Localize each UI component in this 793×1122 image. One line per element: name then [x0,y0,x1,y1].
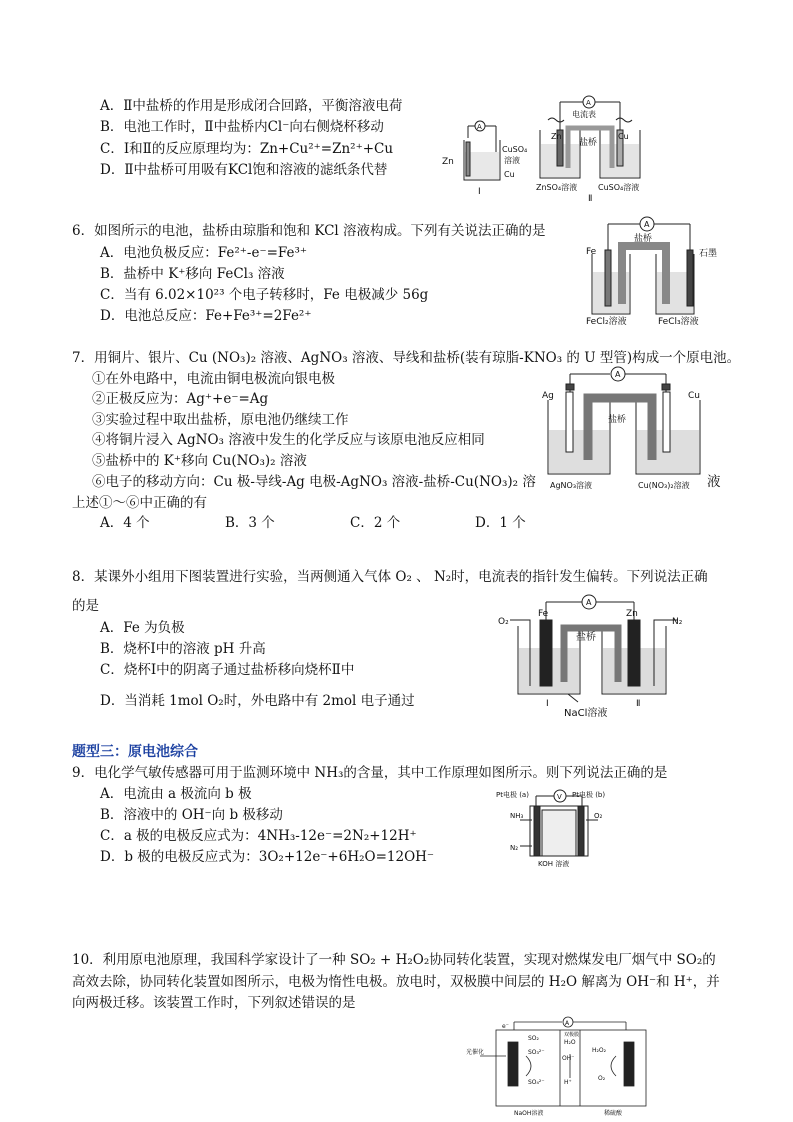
q5-meter-label: 电流表 [572,110,596,119]
q7-ag-label: Ag [542,391,554,401]
q8-option-d: D．当消耗 1mol O₂时，外电路中有 2mol 电子通过 [100,693,415,709]
q5-cell-1-label: Ⅰ [478,187,481,197]
q5-option-b: B．电池工作时，Ⅱ中盐桥内Cl⁻向右侧烧杯移动 [100,119,384,135]
q7-agno3-label: AgNO₃溶液 [550,481,593,490]
q6-graphite-label: 石墨 [699,249,718,259]
q5-figure [440,90,680,204]
q8-option-b: B．烧杯Ⅰ中的溶液 pH 升高 [100,641,266,657]
q7-conclusion: 上述①～⑥中正确的有 [72,495,207,511]
q5-option-a: A．Ⅱ中盐桥的作用是形成闭合回路，平衡溶液电荷 [100,98,403,114]
q5-ammeter-label: A [477,123,482,131]
q7-option-d: D．1 个 [475,515,526,531]
q9-option-b: B．溶液中的 OH⁻向 b 极移动 [100,807,283,823]
q7-figure [540,364,720,494]
q8-stem-2: 的是 [72,598,99,614]
q6-ammeter-label: A [644,220,650,229]
q7-ammeter-label: A [615,370,621,379]
q7-option-c: C．2 个 [350,515,401,531]
q10-so2-label: SO₂ [528,1035,539,1042]
q7-cu-label: Cu [688,391,700,401]
q9-pt-a-label: Pt电极 (a) [496,791,529,799]
q7-statement-6-tail: 液 [707,474,721,490]
q6-stem: 6．如图所示的电池，盐桥由琼脂和饱和 KCl 溶液构成。下列有关说法正确的是 [72,223,546,239]
q8-nacl-label: NaCl溶液 [564,708,608,719]
q7-option-a: A．4 个 [100,515,150,531]
q7-stem: 7．用铜片、银片、Cu (NO₃)₂ 溶液、AgNO₃ 溶液、导线和盐桥(装有琼脂-KNO₃ 的 U 型管)构成一个原电池。 [72,350,741,366]
q9-option-d: D．b 极的电极反应式为：3O₂+12e⁻+6H₂O=12OH⁻ [100,849,435,865]
q7-statement-6: ⑥电子的移动方向：Cu 极-导线-Ag 电极-AgNO₃ 溶液-盐桥-Cu(NO₃)₂ 溶 [92,474,536,490]
q10-so4-label: SO₄²⁻ [528,1079,545,1086]
q8-zn-label: Zn [626,609,638,619]
q6-option-d: D．电池总反应：Fe+Fe³⁺=2Fe²⁺ [100,308,312,324]
q10-bipolar-label: 双极膜 [564,1032,580,1038]
q5-znso4-label: ZnSO₄溶液 [536,183,578,192]
q8-n2-label: N₂ [672,617,683,627]
q7-cuno3-label: Cu(NO₃)₂溶液 [638,481,690,490]
q6-fecl3-label: FeCl₃溶液 [658,317,699,327]
q7-options [100,514,600,532]
q10-h2o-label: H₂O [564,1039,576,1046]
q5-option-d: D．Ⅱ中盐桥可用吸有KCl饱和溶液的滤纸条代替 [100,162,388,178]
q5-cell2-zn-label: Zn [551,132,562,141]
q10-h2o2-label: H₂O₂ [592,1047,607,1054]
q8-salt-bridge-label: 盐桥 [576,632,596,643]
q6-option-c: C．当有 6.02×10²³ 个电子转移时，Fe 电极减少 56g [100,287,429,303]
q9-nh3-label: NH₃ [510,812,524,820]
q9-koh-label: KOH 溶液 [538,860,570,868]
q5-zn-label: Zn [442,157,454,167]
q8-ammeter-label: A [586,598,592,607]
q6-fe-label: Fe [586,247,597,257]
q8-stem: 8．某课外小组用下图装置进行实验，当两侧通入气体 O₂ 、 N₂时，电流表的指针发生偏转。下列说法正确 [72,569,708,585]
q6-option-a: A．电池负极反应：Fe²⁺-e⁻=Fe³⁺ [100,245,308,261]
q10-line-2: 高效去除，协同转化装置如图所示，电极为惰性电极。放电时，双极膜中间层的 H₂O 解离为 OH⁻和 H⁺，并 [72,974,720,990]
q7-statement-1: ①在外电路中，电流由铜电极流向银电极 [92,371,335,387]
q10-h-label: H⁺ [564,1079,572,1086]
q9-n2-label: N₂ [510,844,519,852]
q5-cell2-ammeter-label: A [586,99,591,107]
q5-cuso4-solution-label: CuSO₄溶液 [598,183,640,192]
q5-cu-label: Cu [504,170,515,179]
q7-option-b: B．3 个 [225,515,275,531]
q7-statement-4: ④将铜片浸入 AgNO₃ 溶液中发生的化学反应与该原电池反应相同 [92,432,485,448]
q7-statement-3: ③实验过程中取出盐桥，原电池仍继续工作 [92,412,349,428]
q10-line-3: 向两极迁移。该装置工作时，下列叙述错误的是 [72,995,356,1011]
q7-statement-2: ②正极反应为：Ag⁺+e⁻=Ag [92,391,269,407]
q8-option-a: A．Fe 为负极 [100,620,185,636]
q5-option-c: C．Ⅰ和Ⅱ的反应原理均为：Zn+Cu²⁺=Zn²⁺+Cu [100,141,394,157]
q10-line-1: 10．利用原电池原理，我国科学家设计了一种 SO₂ + H₂O₂协同转化装置，实现对燃煤发电厂烟气中 SO₂的 [72,952,716,968]
q10-h2so4-label: 稀硫酸 [604,1110,623,1117]
q5-cell-1 [464,121,500,180]
q9-option-a: A．电流由 a 极流向 b 极 [100,786,252,802]
q9-meter-label: V [557,793,562,801]
q7-salt-bridge-label: 盐桥 [608,415,627,425]
q9-option-c: C．a 极的电极反应式为：4NH₃-12e⁻=2N₂+12H⁺ [100,828,417,844]
q9-stem: 9．电化学气敏传感器可用于监测环境中 NH₃的含量，其中工作原理如图所示。则下列说法正确的是 [72,765,668,781]
q10-naoh-label: NaOH溶液 [514,1110,544,1117]
q5-solution-label: 溶液 [504,156,520,165]
q5-cuso4-label: CuSO₄ [502,145,528,154]
q6-fecl2-label: FeCl₂溶液 [586,317,627,327]
q8-option-c: C．烧杯Ⅰ中的阴离子通过盐桥移向烧杯Ⅱ中 [100,662,355,678]
q6-figure [578,210,738,330]
q7-statement-5: ⑤盐桥中的 K⁺移向 Cu(NO₃)₂ 溶液 [92,453,307,469]
q8-beaker-1-label: Ⅰ [546,699,549,709]
q8-figure [496,590,696,720]
q10-ammeter-label: A [565,1020,570,1027]
q10-o2-label: O₂ [598,1075,606,1082]
q10-electron-label: e⁻ [502,1023,509,1030]
q6-salt-bridge-label: 盐桥 [634,234,653,244]
q5-cell2-cu-label: Cu [618,132,629,141]
q10-flue-label: 光催化 [466,1049,485,1056]
q9-o2-label: O₂ [594,812,603,820]
q10-oh-label: OH⁻ [562,1055,575,1062]
q9-pt-b-label: Pt电极 (b) [572,791,606,799]
q8-o2-label: O₂ [498,617,509,627]
q8-fe-label: Fe [538,609,549,619]
section-3-heading: 题型三：原电池综合 [72,744,198,760]
q6-option-b: B．盐桥中 K⁺移向 FeCl₃ 溶液 [100,266,285,282]
q10-so3-label: SO₃²⁻ [528,1049,545,1056]
q5-salt-bridge-label: 盐桥 [579,138,598,148]
q10-figure [466,1016,666,1120]
q5-cell-2-label: Ⅱ [588,194,593,204]
q8-beaker-2-label: Ⅱ [636,699,641,709]
q9-figure [496,786,626,870]
